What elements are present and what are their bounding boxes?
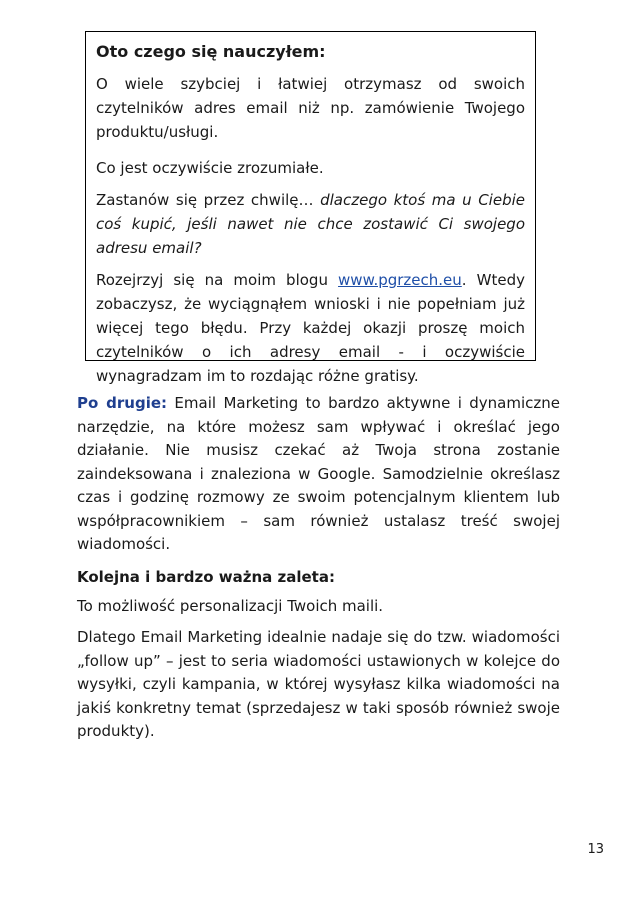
po-drugie-text: Email Marketing to bardzo aktywne i dynamiczne narzędzie, na które możesz sam wpływać i określać jego działanie. Nie musisz czekać aż Twoja strona zostanie zaindeksowana i znaleziona w Google. Samodzielnie określasz czas i godzinę rozmowy ze swoim potencjalnym klientem lub współpracownikiem – sam również ustalasz treść swojej wiadomości.: [77, 394, 560, 553]
section-heading: Kolejna i bardzo ważna zaleta:: [77, 567, 335, 586]
paragraph-po-drugie: [77, 392, 560, 557]
lesson-paragraph-2: Co jest oczywiście zrozumiałe.: [96, 159, 324, 177]
lesson-box: [85, 31, 536, 385]
lesson-paragraph-4: [96, 268, 525, 388]
lesson-box-title: Oto czego się nauczyłem:: [96, 42, 326, 61]
lesson-paragraph-3-prefix: Zastanów się przez chwilę…: [96, 191, 321, 209]
paragraph-personalizacja: To możliwość personalizacji Twoich maili.: [77, 596, 384, 615]
blog-link[interactable]: www.pgrzech.eu: [338, 271, 462, 289]
main-content: [77, 392, 560, 752]
page-number: 13: [587, 842, 604, 857]
paragraph-follow-up: Dlatego Email Marketing idealnie nadaje się do tzw. wiadomości „follow up” – jest to seria wiadomości ustawionych w kolejce do wysyłki, czyli kampania, w której wysyłasz kilka wiadomości na jakiś konkretny temat (sprzedajesz w taki sposób również swoje produkty).: [77, 628, 560, 740]
lesson-paragraph-3: [96, 188, 525, 260]
lesson-paragraph-4-before: Rozejrzyj się na moim blogu: [96, 271, 339, 289]
lesson-paragraph-3-italic: dlaczego ktoś ma u Ciebie coś kupić, jeśli nawet nie chce zostawić Ci swojego adresu email?: [96, 191, 525, 257]
lesson-paragraph-1: O wiele szybciej i łatwiej otrzymasz od swoich czytelników adres email niż np. zamówienie Twojego produktu/usługi.: [96, 75, 525, 141]
po-drugie-label: Po drugie:: [77, 394, 168, 412]
lesson-paragraph-4-after: . Wtedy zobaczysz, że wyciągnąłem wnioski i nie popełniam już więcej tego błędu. Przy każdej okazji proszę moich czytelników o ich adresy email - i oczywiście wynagradzam im to rozdając różne gratisy.: [96, 271, 525, 385]
